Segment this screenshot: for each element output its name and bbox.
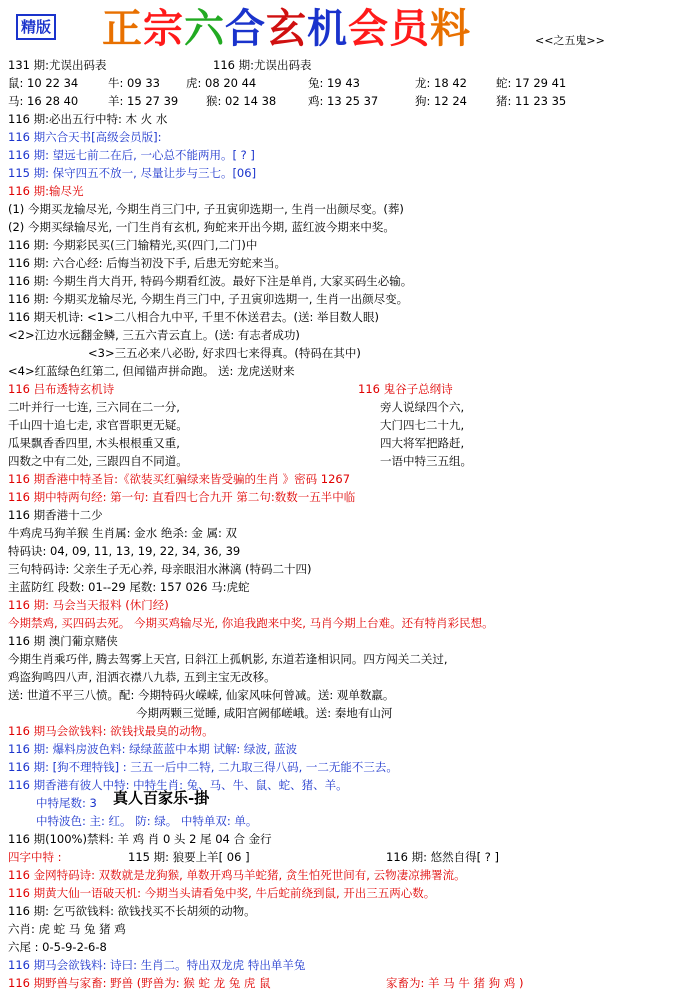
text-segment: 虎: 08 20 44 <box>186 76 257 90</box>
text-segment: 六肖: 虎 蛇 马 兔 猪 鸡 <box>8 922 126 936</box>
text-segment: <4>红蓝绿色红第二, 但闻锚声拼命跑。 送: 龙虎送财来 <box>8 364 295 378</box>
text-segment: (2) 今期买绿输尽光, 一门生肖有玄机, 狗蛇来开出今期, 蓝红波今期来中奖。 <box>8 220 395 234</box>
text-line-l27 <box>8 524 678 542</box>
title-char: 宗 <box>143 5 184 52</box>
text-segment: 116 期中特两句经: 第一句: 直看四七合九开 第二句:数数一五半中临 <box>8 490 356 504</box>
text-segment: 中特波色: 主: 红。 防: 绿。 中特单双: 单。 <box>36 814 258 828</box>
text-line-l30 <box>8 578 678 596</box>
text-line-l25 <box>8 488 678 506</box>
text-segment: 115 期: 狼要上羊[ 06 ] <box>128 850 250 864</box>
text-segment: <2>江边水远翻金鳞, 三五六青云直上。(送: 有志者成功) <box>8 328 300 342</box>
text-segment: 116 期香港中特圣旨:《欲装买红骗绿来皆受骗的生肖 》密码 1267 <box>8 472 351 486</box>
text-line-l3 <box>8 92 678 110</box>
text-line-l13 <box>8 272 678 290</box>
text-segment: 今期两颗三觉睡, 咸阳宫阙郁嵯峨。送: 秦地有山河 <box>136 706 393 720</box>
text-segment: 大门四七二十九, <box>380 418 465 432</box>
text-segment: 千山四十追七走, 求官晋职更无疑。 <box>8 418 188 432</box>
text-line-l40 <box>8 758 678 776</box>
text-segment: 116 期: 六合心经: 后悔当初没下手, 后患无穷蛇来当。 <box>8 256 286 270</box>
text-line-l39 <box>8 740 678 758</box>
text-segment: 一语中特三五组。 <box>380 454 472 468</box>
text-line-l1 <box>8 56 678 74</box>
text-segment: 旁人说绿四个六, <box>380 400 465 414</box>
text-line-l5 <box>8 128 678 146</box>
text-line-l33 <box>8 632 678 650</box>
text-segment: 116 期香港十二少 <box>8 508 103 522</box>
text-segment: 牛: 09 33 <box>108 76 160 90</box>
text-segment: 家畜为: 羊 马 牛 猪 狗 鸡 ) <box>386 976 524 990</box>
text-segment: 116 期: 悠然自得[ ? ] <box>386 850 500 864</box>
version-badge: 精版 <box>16 14 56 40</box>
text-line-l31 <box>8 596 678 614</box>
text-line-l21 <box>8 416 678 434</box>
text-line-l4 <box>8 110 678 128</box>
title-char: 玄 <box>266 5 307 52</box>
text-segment: 131 期:尤误出码表 <box>8 58 107 72</box>
text-segment: 鸡: 13 25 37 <box>308 94 379 108</box>
text-segment: 牛鸡虎马狗羊猴 生肖属: 金水 绝杀: 金 属: 双 <box>8 526 238 540</box>
text-segment: 116 期马会欲钱料: 诗曰: 生肖二。特出双龙虎 特出单羊兔 <box>8 958 306 972</box>
text-segment: 兔: 19 43 <box>308 76 360 90</box>
text-segment: 116 鬼谷子总纲诗 <box>358 382 453 396</box>
text-segment: 猴: 02 14 38 <box>206 94 277 108</box>
text-line-l6 <box>8 146 678 164</box>
text-segment: 116 期: 望远七前二在后, 一心总不能两用。[ ? ] <box>8 148 255 162</box>
text-segment: 四字中特 : <box>8 850 62 864</box>
text-segment: 116 期: 马会当天报料 (休门经) <box>8 598 169 612</box>
text-segment: 116 期: 爆料房波色料: 绿绿蓝蓝中本期 试解: 绿波, 蓝波 <box>8 742 298 756</box>
text-segment: 116 期野兽与家畜: 野兽 (野兽为: 猴 蛇 龙 兔 虎 鼠 <box>8 976 271 990</box>
text-line-l32 <box>8 614 678 632</box>
text-segment: 116 期:尤误出码表 <box>213 58 312 72</box>
title-char: 机 <box>307 5 348 52</box>
text-line-l50 <box>8 938 678 956</box>
text-line-l35 <box>8 668 678 686</box>
text-line-l52 <box>8 974 678 992</box>
text-segment: 今期禁鸡, 买四码去死。 今期买鸡输尽光, 你追我跑来中奖, 马肖今期上台难。还有特肖彩民想。 <box>8 616 494 630</box>
text-segment: 羊: 15 27 39 <box>108 94 179 108</box>
text-segment: 116 期:输尽光 <box>8 184 84 198</box>
text-segment: 116 期: [狗不理特钱] : 三五一后中二特, 二九取三得八码, 一二无能不三去。 <box>8 760 398 774</box>
text-segment: 116 金网特码诗: 双数就是龙狗猴, 单数开鸡马羊蛇猪, 贪生怕死世间有, 云物凄凉拂署流。 <box>8 868 466 882</box>
text-line-l49 <box>8 920 678 938</box>
text-line-l11 <box>8 236 678 254</box>
text-segment: 鸡盗狗鸣四八声, 泪洒衣襟八九恭, 五到主宝无改移。 <box>8 670 276 684</box>
text-line-l48 <box>8 902 678 920</box>
text-segment: (1) 今期买龙输尽光, 今期生肖三门中, 子丑寅卯选期一, 生肖一出颜尽变。(葬) <box>8 202 404 216</box>
text-segment: 116 期: 今期生肖大肖开, 特码今期看红波。最好下注是单肖, 大家买码生必输。 <box>8 274 413 288</box>
text-segment: 龙: 18 42 <box>415 76 467 90</box>
text-segment: 116 期 澳门葡京赌侠 <box>8 634 118 648</box>
text-segment: 猪: 11 23 35 <box>496 94 567 108</box>
text-segment: 116 期六合天书[高级会员版]: <box>8 130 162 144</box>
text-line-l2 <box>8 74 678 92</box>
text-segment: 116 期(100%)禁料: 羊 鸡 肖 0 头 2 尾 04 合 金行 <box>8 832 272 846</box>
text-segment: 115 期: 保守四五不放一, 尽量让步与三七。[06] <box>8 166 257 180</box>
text-segment: 116 期天机诗: <1>二八相合九中平, 千里不休送君去。(送: 举目数人眼) <box>8 310 380 324</box>
title-char: 会 <box>348 5 389 52</box>
text-segment: 中特尾数: 3 <box>36 796 97 810</box>
text-segment: 116 期马会欲钱料: 欲钱找最臭的动物。 <box>8 724 214 738</box>
text-line-l41 <box>8 776 678 794</box>
text-segment: 三句特码诗: 父亲生子无心养, 母亲眼泪水淋漓 (特码二十四) <box>8 562 312 576</box>
text-line-l12 <box>8 254 678 272</box>
text-segment: 四数之中有二处, 三跟四自不同道。 <box>8 454 188 468</box>
text-line-l23 <box>8 452 678 470</box>
text-line-l15 <box>8 308 678 326</box>
text-segment: 送: 世道不平三八愤。配: 今期特码火嵘嵘, 仙家风味何曾减。送: 观单数羸。 <box>8 688 395 702</box>
text-line-l24 <box>8 470 678 488</box>
page-subtitle: <<之五鬼>> <box>535 34 605 47</box>
title-char: 正 <box>102 5 143 52</box>
text-line-l44 <box>8 830 678 848</box>
text-segment: 马: 16 28 40 <box>8 94 79 108</box>
text-line-l9 <box>8 200 678 218</box>
text-segment: 狗: 12 24 <box>415 94 467 108</box>
text-segment: 116 期: 今期买龙输尽光, 今期生肖三门中, 子丑寅卯选期一, 生肖一出颜尽变。 <box>8 292 409 306</box>
text-segment: 116 期: 乞丐欲钱料: 欲钱找买不长胡须的动物。 <box>8 904 256 918</box>
text-segment: <3>三五必来八必盼, 好求四七来得真。(特码在其中) <box>88 346 361 360</box>
text-segment: 主蓝防红 段数: 01--29 尾数: 157 026 马:虎蛇 <box>8 580 250 594</box>
text-segment: 鼠: 10 22 34 <box>8 76 79 90</box>
text-line-l36 <box>8 686 678 704</box>
text-segment: 六尾 : 0-5-9-2-6-8 <box>8 940 107 954</box>
text-line-l51 <box>8 956 678 974</box>
title-char: 员 <box>389 5 430 52</box>
text-line-l29 <box>8 560 678 578</box>
text-segment: 116 期黄大仙一语破天机: 今期当头请看兔中奖, 牛后蛇前绕到鼠, 开出三五两心数。 <box>8 886 436 900</box>
title-char: 料 <box>430 5 471 52</box>
text-line-l19 <box>8 380 678 398</box>
text-line-l38 <box>8 722 678 740</box>
text-line-l16 <box>8 326 678 344</box>
text-segment: 二叶并行一七连, 三六同在二一分, <box>8 400 180 414</box>
page-title <box>102 4 471 54</box>
text-segment: 116 吕布透特玄机诗 <box>8 382 115 396</box>
text-line-l8 <box>8 182 678 200</box>
text-line-l45 <box>8 848 678 866</box>
overlay-stamp: 真人百家乐-掛 <box>113 789 210 807</box>
text-segment: 116 期香港有彼人中特: 中特生肖: 兔、马、牛、鼠、蛇、猪、羊。 <box>8 778 348 792</box>
text-line-l47 <box>8 884 678 902</box>
text-line-l7 <box>8 164 678 182</box>
title-char: 六 <box>184 5 225 52</box>
title-char: 合 <box>225 5 266 52</box>
text-line-l34 <box>8 650 678 668</box>
text-segment: 蛇: 17 29 41 <box>496 76 567 90</box>
text-line-l28 <box>8 542 678 560</box>
text-line-l20 <box>8 398 678 416</box>
text-line-l22 <box>8 434 678 452</box>
text-segment: 瓜果飘香香四里, 木头根根重又重, <box>8 436 180 450</box>
text-line-l46 <box>8 866 678 884</box>
text-line-l10 <box>8 218 678 236</box>
text-line-l26 <box>8 506 678 524</box>
text-segment: 今期生肖乘巧伴, 腾去驾雾上天宫, 日斜江上孤帆影, 东道若逢相识同。四方闯关二关过, <box>8 652 448 666</box>
text-segment: 116 期: 今期彩民买(三门输精光,买(四门,二门)中 <box>8 238 258 252</box>
text-line-l18 <box>8 362 678 380</box>
text-segment: 特码诀: 04, 09, 11, 13, 19, 22, 34, 36, 39 <box>8 544 241 558</box>
text-line-l14 <box>8 290 678 308</box>
text-segment: 116 期:必出五行中特: 木 火 水 <box>8 112 168 126</box>
text-segment: 四大将军把路赶, <box>380 436 465 450</box>
